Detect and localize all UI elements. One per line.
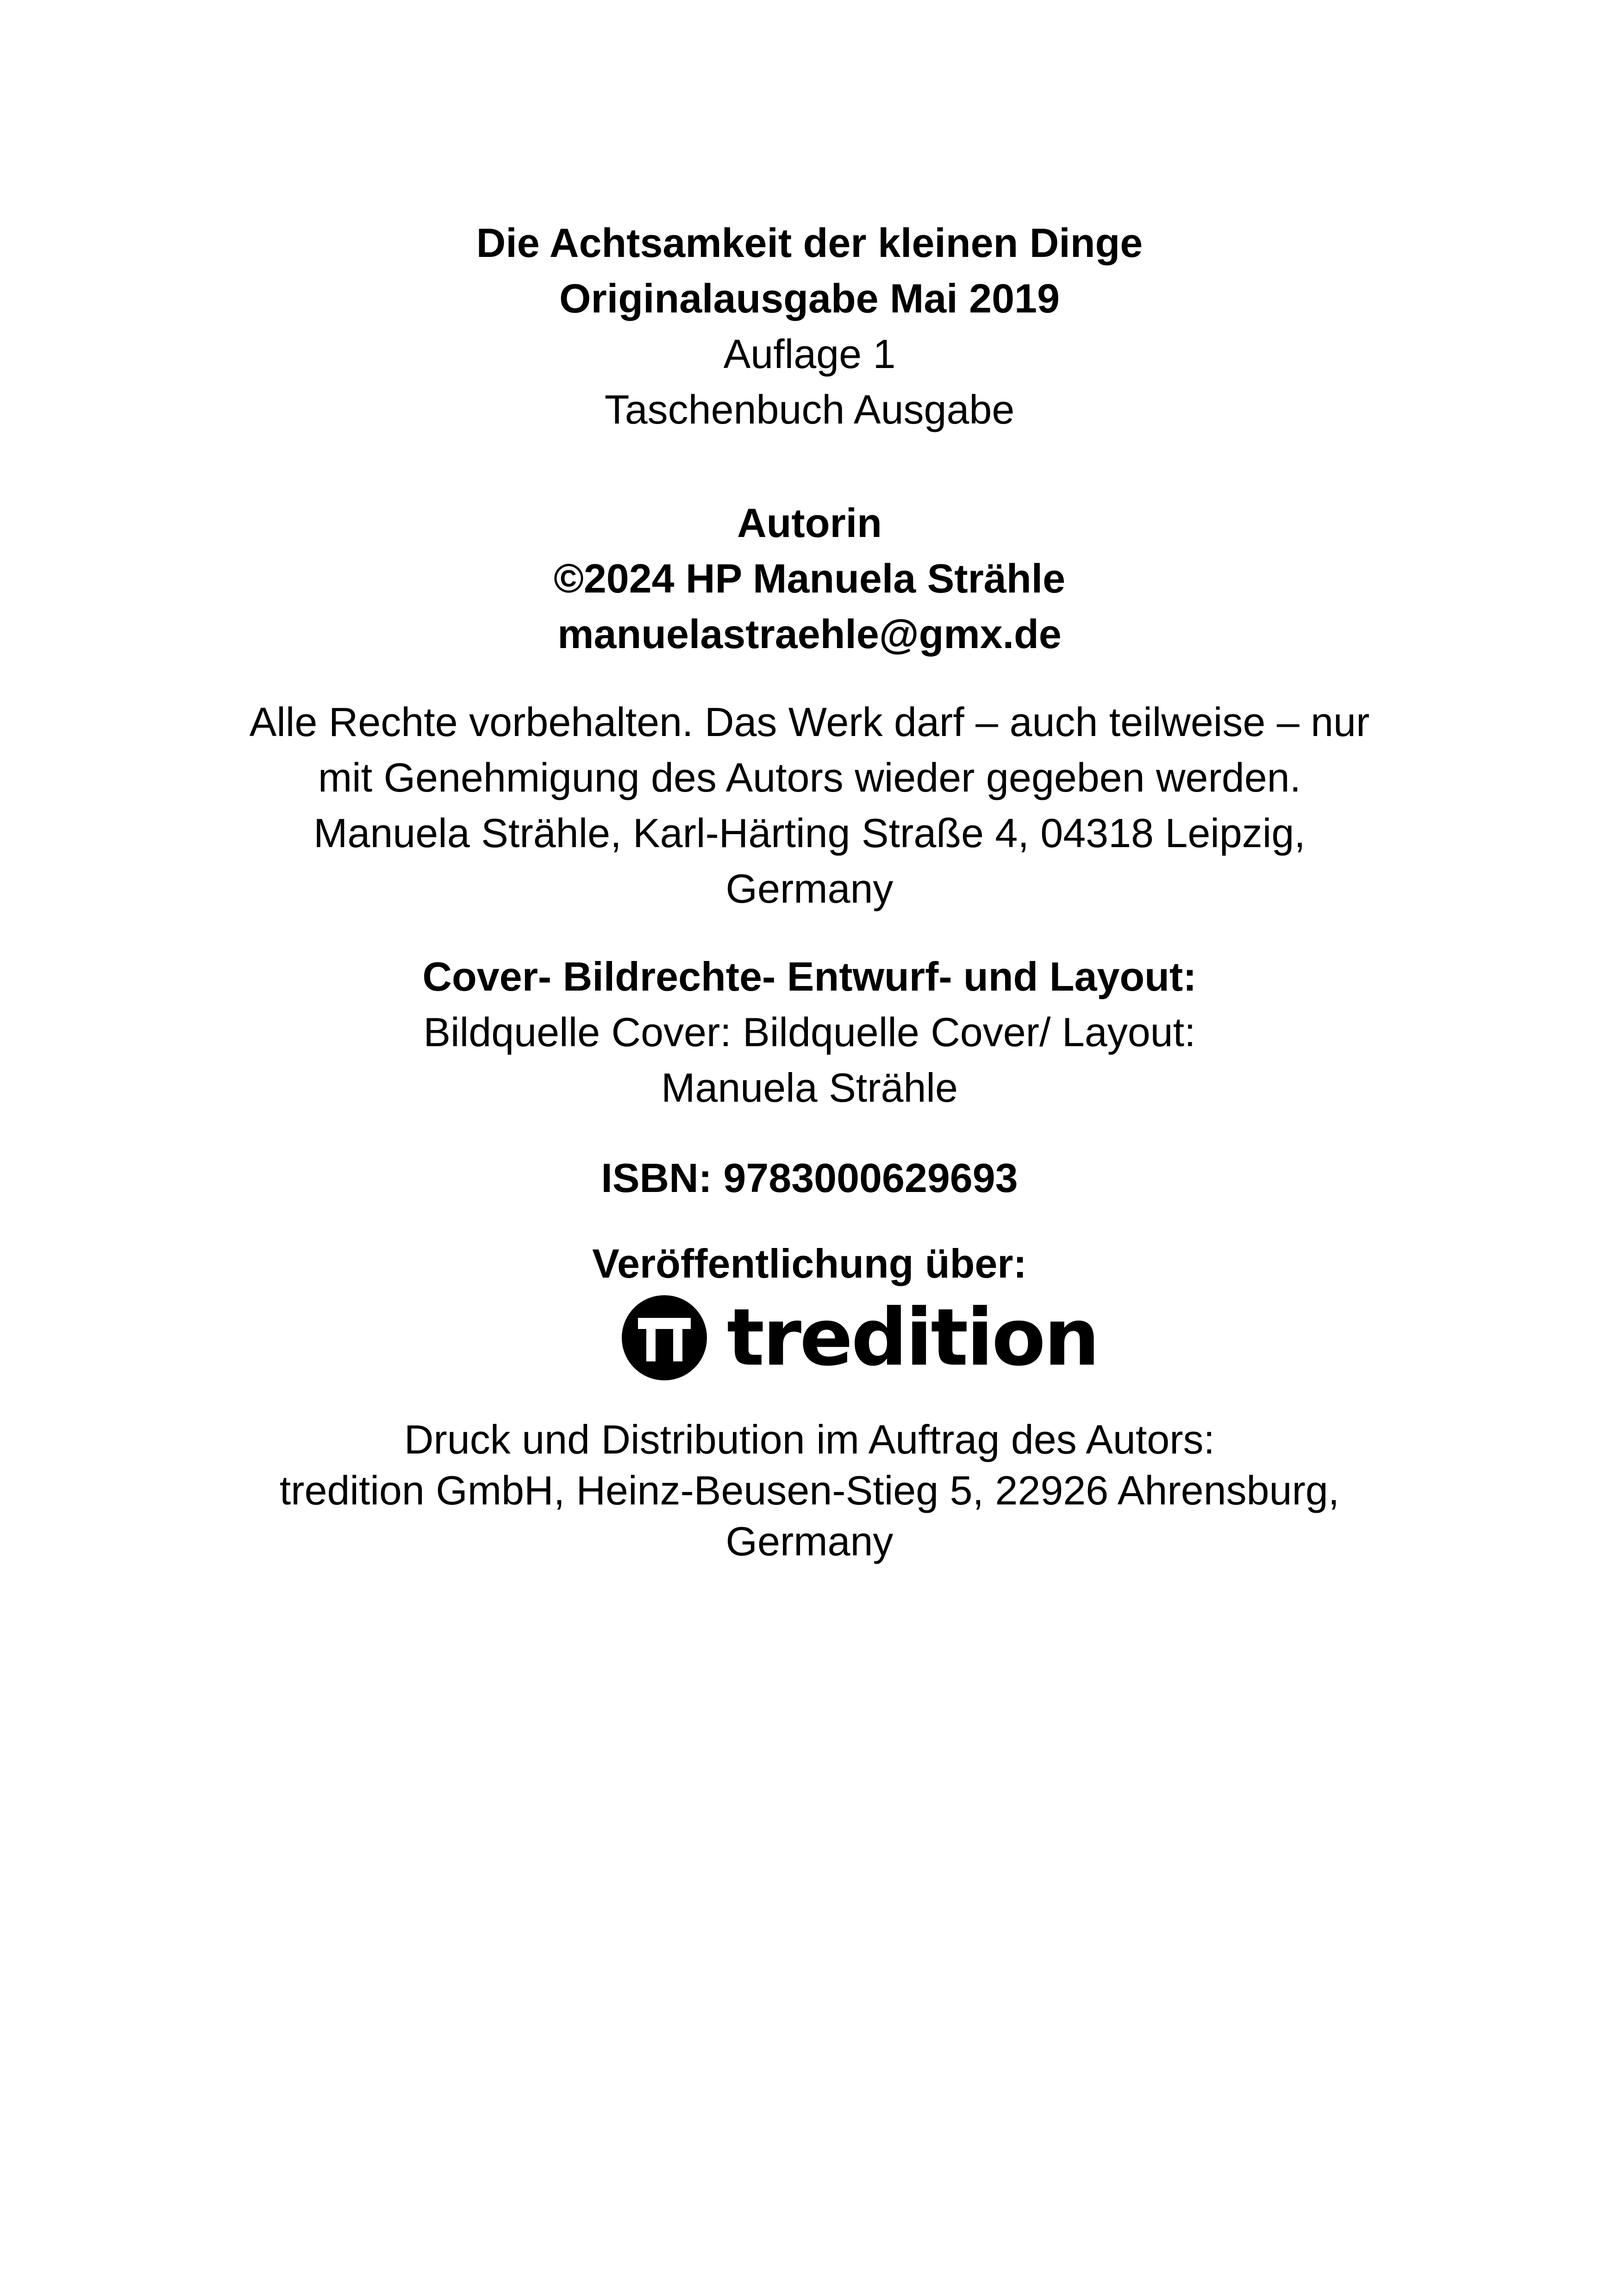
publisher-heading: Veröffentlichung über: (592, 1241, 1027, 1286)
printing-number: Auflage 1 (723, 331, 896, 377)
tredition-logo-icon (620, 1294, 708, 1382)
rights-line: mit Genehmigung des Autors wieder gegeben werden. (318, 755, 1301, 800)
distribution-line: tredition GmbH, Heinz-Beusen-Stieg 5, 22926 Ahrensburg, (279, 1467, 1340, 1513)
rights-line: Germany (725, 866, 894, 911)
cover-name: Manuela Strähle (661, 1065, 958, 1111)
book-title: Die Achtsamkeit der kleinen Dinge (476, 220, 1143, 266)
distribution-line: Druck und Distribution im Auftrag des Autors: (404, 1416, 1215, 1462)
rights-line: Manuela Strähle, Karl-Härting Straße 4, 04318 Leipzig, (313, 810, 1306, 856)
copyright-line: ©2024 HP Manuela Strähle (553, 555, 1066, 601)
cover-source: Bildquelle Cover: Bildquelle Cover/ Layout: (423, 1009, 1196, 1055)
distribution-line: Germany (725, 1518, 894, 1564)
tredition-wordmark: tredition (727, 1292, 1098, 1384)
author-email: manuelastraehle@gmx.de (557, 611, 1062, 657)
rights-line: Alle Rechte vorbehalten. Das Werk darf – auch teilweise – nur (249, 699, 1370, 745)
author-heading: Autorin (737, 500, 882, 546)
book-format: Taschenbuch Ausgabe (604, 387, 1015, 432)
original-edition: Originalausgabe Mai 2019 (559, 275, 1060, 321)
cover-heading: Cover- Bildrechte- Entwurf- und Layout: (422, 954, 1197, 999)
tredition-logo (620, 1292, 1098, 1384)
isbn: ISBN: 9783000629693 (601, 1155, 1018, 1201)
